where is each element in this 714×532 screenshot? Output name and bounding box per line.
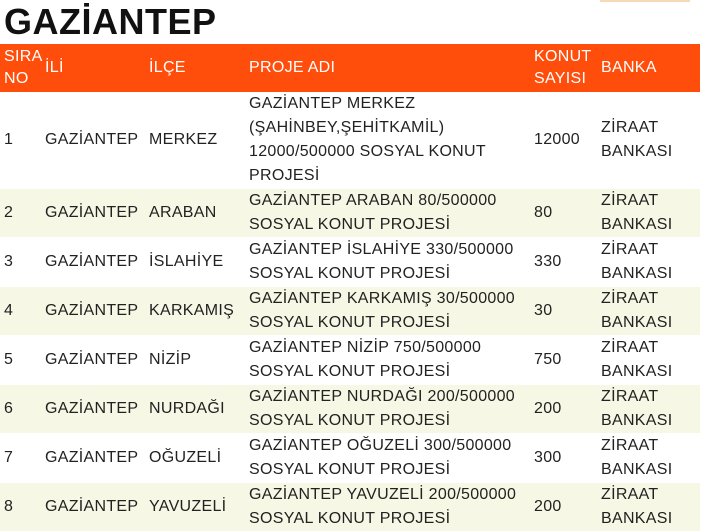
table-row [0, 287, 700, 336]
cell-ili: GAZİANTEP [41, 287, 145, 336]
table-row [0, 238, 700, 287]
cell-konut-sayisi: 300 [530, 434, 597, 483]
cell-proje-adi: GAZİANTEP İSLAHİYE 330/500000 SOSYAL KONUT PROJESİ [245, 238, 530, 287]
table-row [0, 483, 700, 532]
cell-ilce: ARABAN [145, 189, 245, 238]
cell-ilce: NURDAĞI [145, 385, 245, 434]
header-ilce: İLÇE [145, 44, 245, 92]
cell-banka: ZİRAAT BANKASI [597, 336, 700, 385]
cell-ilce: YAVUZELİ [145, 483, 245, 532]
cell-banka: ZİRAAT BANKASI [597, 483, 700, 532]
cell-proje-adi: GAZİANTEP NURDAĞI 200/500000 SOSYAL KONUT PROJESİ [245, 385, 530, 434]
cell-ili: GAZİANTEP [41, 483, 145, 532]
cell-banka: ZİRAAT BANKASI [597, 189, 700, 238]
cell-konut-sayisi: 12000 [530, 92, 597, 189]
cell-banka: ZİRAAT BANKASI [597, 385, 700, 434]
cell-ili: GAZİANTEP [41, 189, 145, 238]
cell-konut-sayisi: 200 [530, 385, 597, 434]
header-sira-no: SIRA NO [0, 44, 41, 92]
cell-proje-adi: GAZİANTEP MERKEZ (ŞAHİNBEY,ŞEHİTKAMİL) 12000/500000 SOSYAL KONUT PROJESİ [245, 92, 530, 189]
cell-ili: GAZİANTEP [41, 434, 145, 483]
cell-sira-no: 5 [0, 336, 41, 385]
cell-banka: ZİRAAT BANKASI [597, 287, 700, 336]
cell-ilce: OĞUZELİ [145, 434, 245, 483]
cell-banka: ZİRAAT BANKASI [597, 434, 700, 483]
cell-konut-sayisi: 80 [530, 189, 597, 238]
header-proje-adi: PROJE ADI [245, 44, 530, 92]
table-row [0, 434, 700, 483]
cell-sira-no: 2 [0, 189, 41, 238]
cell-ilce: NİZİP [145, 336, 245, 385]
table-row [0, 189, 700, 238]
cell-konut-sayisi: 750 [530, 336, 597, 385]
cell-proje-adi: GAZİANTEP KARKAMIŞ 30/500000 SOSYAL KONUT PROJESİ [245, 287, 530, 336]
cell-sira-no: 4 [0, 287, 41, 336]
cell-sira-no: 1 [0, 92, 41, 189]
cell-konut-sayisi: 30 [530, 287, 597, 336]
table-row [0, 385, 700, 434]
cell-sira-no: 6 [0, 385, 41, 434]
cell-konut-sayisi: 330 [530, 238, 597, 287]
header-banka: BANKA [597, 44, 700, 92]
cell-ilce: KARKAMIŞ [145, 287, 245, 336]
cell-ili: GAZİANTEP [41, 336, 145, 385]
cell-ili: GAZİANTEP [41, 385, 145, 434]
page-title: GAZİANTEP [4, 1, 217, 42]
cell-konut-sayisi: 200 [530, 483, 597, 532]
table-row [0, 92, 700, 189]
cell-ilce: MERKEZ [145, 92, 245, 189]
cell-banka: ZİRAAT BANKASI [597, 92, 700, 189]
table-header-row [0, 44, 700, 92]
cell-proje-adi: GAZİANTEP NİZİP 750/500000 SOSYAL KONUT PROJESİ [245, 336, 530, 385]
table-row [0, 336, 700, 385]
header-konut-sayisi: KONUT SAYISI [530, 44, 597, 92]
housing-projects-table [0, 44, 700, 532]
cell-banka: ZİRAAT BANKASI [597, 238, 700, 287]
cell-proje-adi: GAZİANTEP ARABAN 80/500000 SOSYAL KONUT PROJESİ [245, 189, 530, 238]
cell-proje-adi: GAZİANTEP OĞUZELİ 300/500000 SOSYAL KONUT PROJESİ [245, 434, 530, 483]
cell-ili: GAZİANTEP [41, 92, 145, 189]
header-ili: İLİ [41, 44, 145, 92]
top-right-accent-bar [600, 0, 690, 2]
cell-proje-adi: GAZİANTEP YAVUZELİ 200/500000 SOSYAL KONUT PROJESİ [245, 483, 530, 532]
cell-sira-no: 3 [0, 238, 41, 287]
cell-ili: GAZİANTEP [41, 238, 145, 287]
cell-ilce: İSLAHİYE [145, 238, 245, 287]
cell-sira-no: 8 [0, 483, 41, 532]
cell-sira-no: 7 [0, 434, 41, 483]
table-body [0, 92, 700, 532]
